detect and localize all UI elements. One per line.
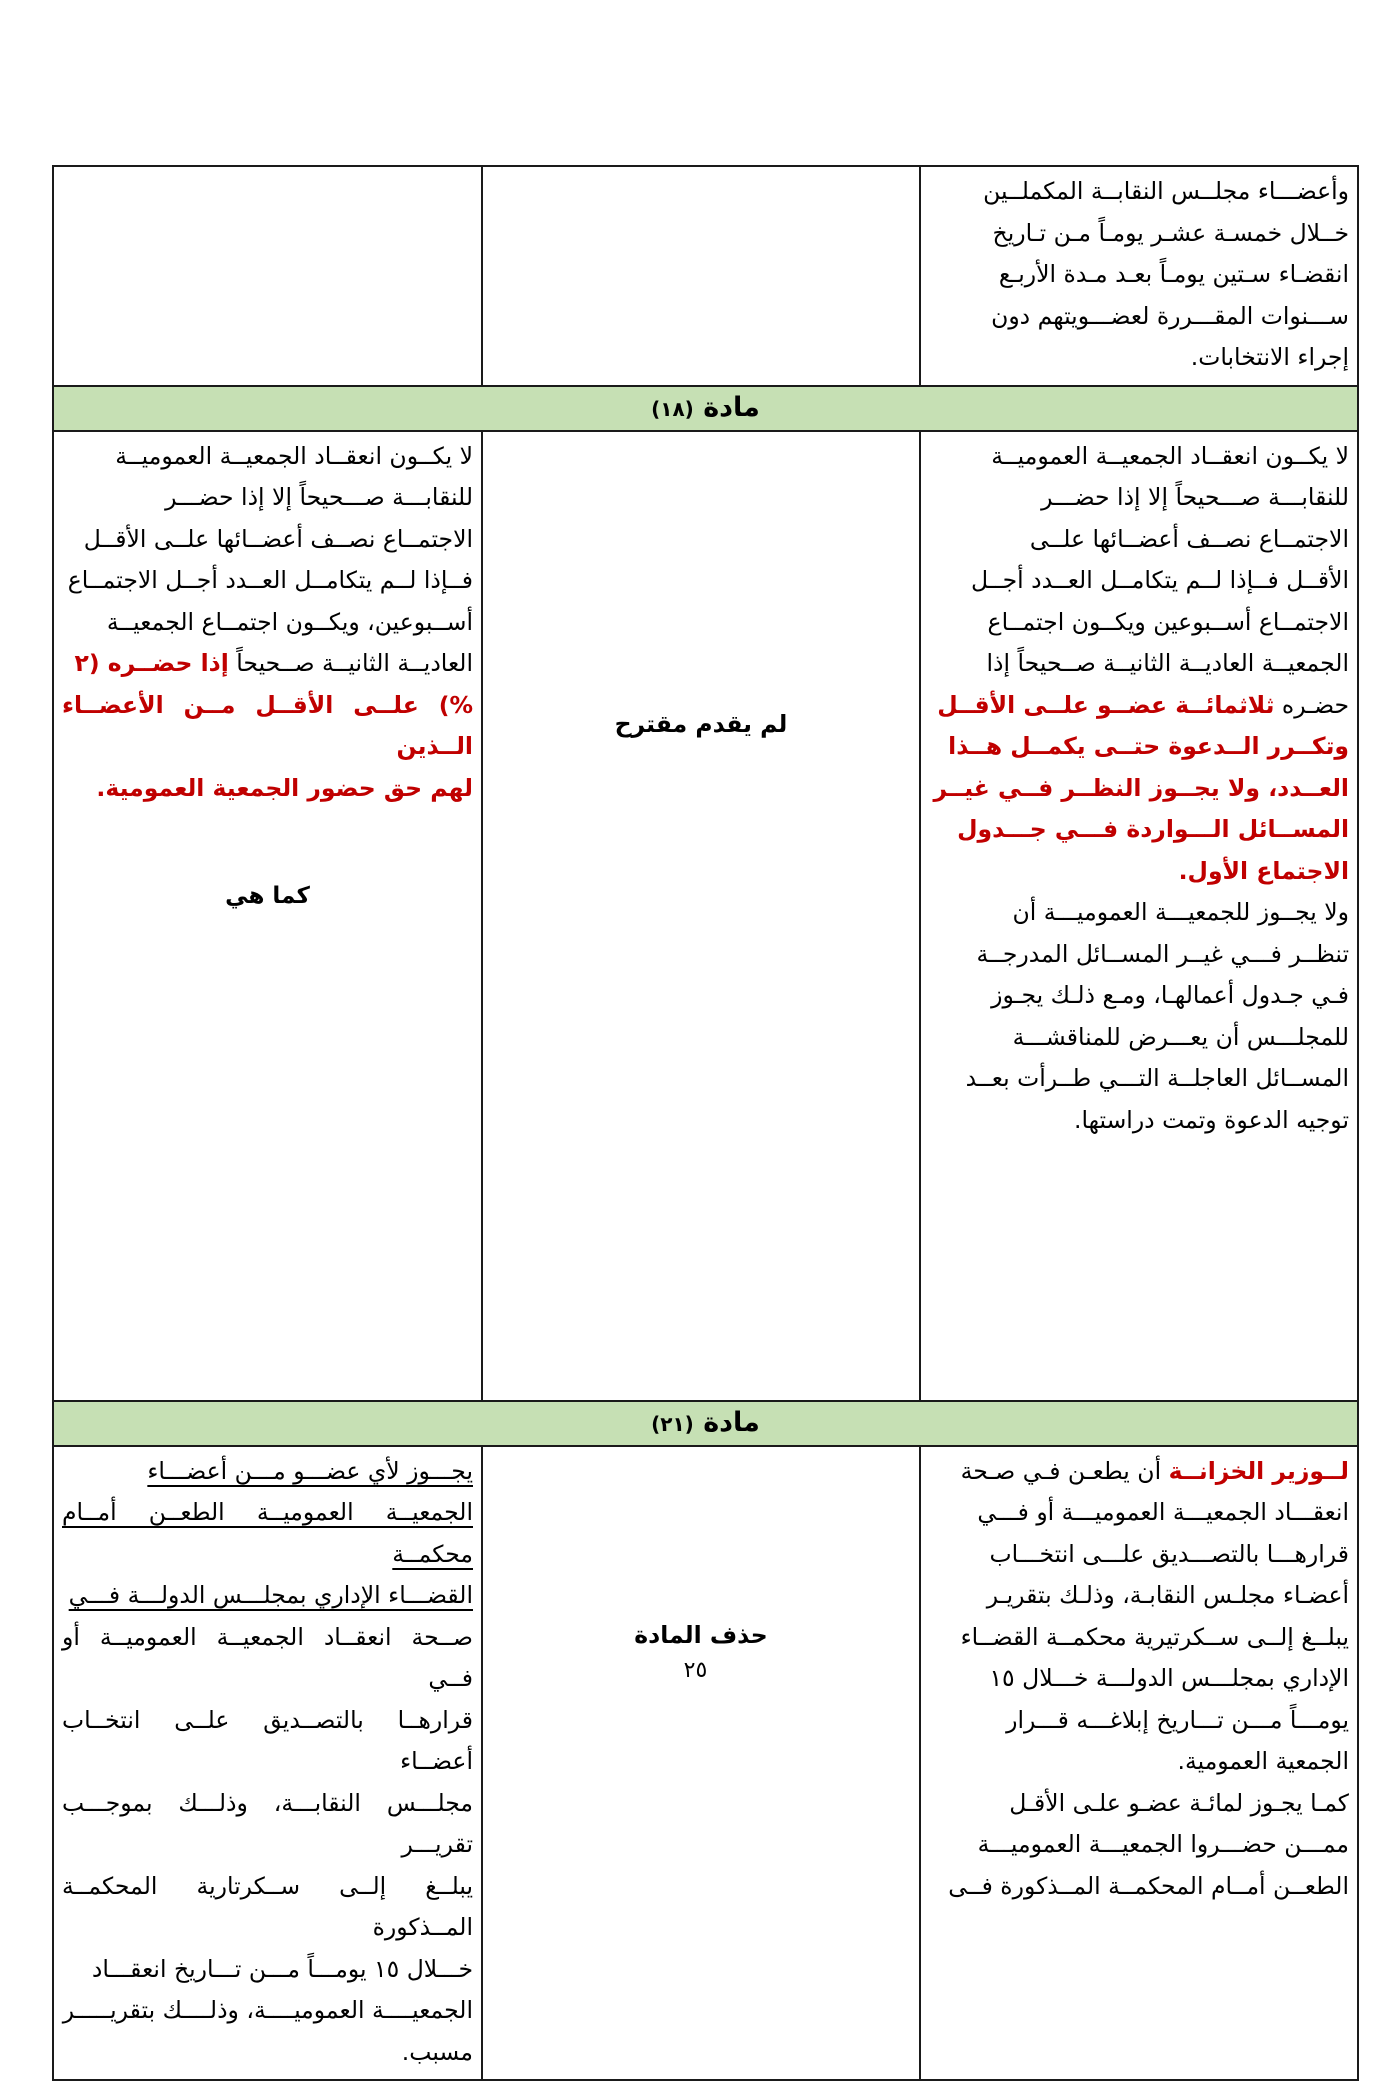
highlighted-text: العــدد، ولا يجــوز النظــر فــي غيــر [933, 773, 1349, 802]
table-row-continuation [53, 166, 1358, 386]
cell-proposal-continuation [482, 166, 920, 386]
text-line: فــإذا لــم يتكامــل العــدد أجــل الاجتمــاع [67, 566, 473, 594]
proposal-note: لم يقدم مقترح [614, 709, 788, 738]
text-line: الطعــن أمــام المحكمــة المــذكورة فــى [948, 1871, 1349, 1900]
text-line: الأقــل فــإذا لــم يتكامــل العــدد أجــل [971, 566, 1349, 594]
text-line: انقضـاء سـتين يومـاً بعـد مـدة الأربـع [998, 260, 1349, 288]
text-line: الجمعيــة العاديــة الثانيــة صــحيحاً إذا [986, 649, 1349, 677]
cell-current-21 [920, 1446, 1358, 2081]
text-line: وأعضـــاء مجلــس النقابــة المكملــين [983, 177, 1349, 205]
article-title-21 [53, 1401, 1358, 1446]
text-line: خـــلال ١٥ يومـــاً مـــن تـــاريخ انعقـــاد [91, 1954, 473, 1983]
text-line: إجراء الانتخابات. [1190, 343, 1349, 371]
text-line: ممـــن حضـــروا الجمعيـــة العموميـــة [977, 1830, 1349, 1858]
article-label: مادة [703, 1406, 760, 1438]
text-line: مجلـــس النقابـــة، وذلـــك بموجـــب تقريـــر [62, 1788, 473, 1858]
text-line-mixed [62, 643, 473, 685]
table-row-article-21 [53, 1446, 1358, 2081]
text-line: الجمعيــــة العموميــــة، وذلــــك بتقريـــــر [62, 1996, 473, 2024]
text-line: كمـا يجـوز لمائـة عضـو علـى الأقـل [1009, 1788, 1349, 1817]
highlighted-text: لــوزير الخزانــة [1168, 1456, 1349, 1485]
text-line: الإداري بمجلـــس الدولـــة خـــلال ١٥ [989, 1664, 1349, 1692]
underlined-text: الجمعيــة العموميــة الطعــن أمــام محكمــة [62, 1498, 473, 1568]
text-line: لا يكــون انعقــاد الجمعيــة العموميــة [115, 441, 473, 470]
underlined-text: القضـــاء الإداري بمجلـــس الدولـــة فـــي [68, 1581, 473, 1609]
text-line: ولا يجــوز للجمعيـــة العموميـــة أن [1012, 898, 1349, 926]
cell-final-21 [53, 1446, 482, 2081]
table-row-article-18 [53, 431, 1358, 1401]
text-line: الاجتمــاع نصــف أعضــائها علــى الأقــل [83, 524, 473, 553]
final-note: كما هي [225, 882, 310, 909]
underlined-text: يجـــوز لأي عضـــو مـــن أعضـــاء [147, 1456, 473, 1485]
cell-proposal-21 [482, 1446, 920, 2081]
cell-final-continuation [53, 166, 482, 386]
text-line: الاجتمــاع أســبوعين ويكــون اجتمــاع [987, 607, 1349, 636]
highlighted-text: المســائل الـــواردة فـــي جـــدول [957, 815, 1349, 843]
text-line: يبلــغ إلــى ســكرتيرية محكمــة القضــاء [960, 1622, 1349, 1651]
text-plain: العاديــة الثانيــة صــحيحاً [236, 649, 473, 677]
highlighted-text: وتكــرر الــدعوة حتــى يكمــل هــذا [948, 732, 1349, 760]
page-number: ٢٥ [683, 1658, 708, 1683]
text-line: ســـنوات المقـــررة لعضـــويتهم دون [991, 301, 1349, 330]
text-line: فـي جـدول أعمالهـا، ومـع ذلـك يجـوز [991, 981, 1349, 1009]
cell-current-18 [920, 431, 1358, 1401]
text-line: قرارهــا بالتصــديق علــى انتخــاب أعضــاء [62, 1705, 473, 1775]
article-number: (١٨) [651, 396, 694, 421]
highlighted-text: لهم حق حضور الجمعية العمومية. [96, 773, 473, 802]
comparison-table [52, 165, 1359, 2081]
text-line: قرارهـــا بالتصـــديق علـــى انتخـــاب [989, 1539, 1349, 1568]
highlighted-text: %) علــى الأقــل مــن الأعضــاء الــذين [62, 690, 473, 760]
proposal-note: حذف المادة [634, 1620, 768, 1649]
text-plain: أن يطعـن فـي صـحة [960, 1456, 1162, 1485]
article-header-18 [53, 386, 1358, 431]
text-line: للنقابـــة صـــحيحاً إلا إذا حضـــر [1041, 483, 1349, 511]
highlighted-text: إذا حضــره (٢ [74, 649, 229, 677]
cell-final-18 [53, 431, 482, 1401]
text-line: انعقـــاد الجمعيـــة العموميـــة أو فـــي [977, 1498, 1349, 1526]
text-line: يبلــغ إلــى ســكرتارية المحكمــة المــذكورة [62, 1871, 473, 1941]
text-line: خــلال خمسـة عشـر يومـاً مـن تـاريخ [992, 218, 1349, 247]
article-number: (٢١) [651, 1411, 694, 1436]
text-line: للمجلـــس أن يعـــرض للمناقشـــة [1012, 1022, 1349, 1051]
text-line: صــحة انعقــاد الجمعيــة العموميــة أو فــي [62, 1622, 473, 1692]
text-line-mixed [929, 685, 1349, 727]
cell-current-continuation [920, 166, 1358, 386]
text-plain: حضـره [1281, 690, 1349, 719]
text-line: الاجتمــاع نصــف أعضــائها علــى [1029, 524, 1349, 553]
text-line: مسبب. [401, 2037, 473, 2066]
text-line: توجيه الدعوة وتمت دراستها. [1074, 1105, 1349, 1134]
text-line: الجمعية العمومية. [1177, 1747, 1349, 1775]
text-line: لا يكــون انعقــاد الجمعيــة العموميــة [991, 441, 1349, 470]
article-header-21 [53, 1401, 1358, 1446]
text-line: المســائل العاجلــة التـــي طــرأت بعــد [965, 1064, 1349, 1092]
text-line: أعضـاء مجلـس النقابـة، وذلـك بتقريـر [986, 1581, 1349, 1609]
highlighted-text: ثلاثمائــة عضــو علــى الأقــل [937, 690, 1275, 719]
text-line-mixed [929, 1451, 1349, 1493]
cell-proposal-18 [482, 431, 920, 1401]
highlighted-text: الاجتماع الأول. [1178, 856, 1349, 885]
text-line: تنظــر فـــي غيــر المســائل المدرجــة [976, 939, 1349, 968]
text-line: يومـــاً مـــن تـــاريخ إبلاغـــه قـــرار [1006, 1705, 1349, 1734]
text-line: أســبوعين، ويكــون اجتمــاع الجمعيــة [106, 607, 473, 636]
text-line: للنقابـــة صـــحيحاً إلا إذا حضـــر [165, 483, 473, 511]
article-title-18 [53, 386, 1358, 431]
article-label: مادة [703, 391, 760, 423]
